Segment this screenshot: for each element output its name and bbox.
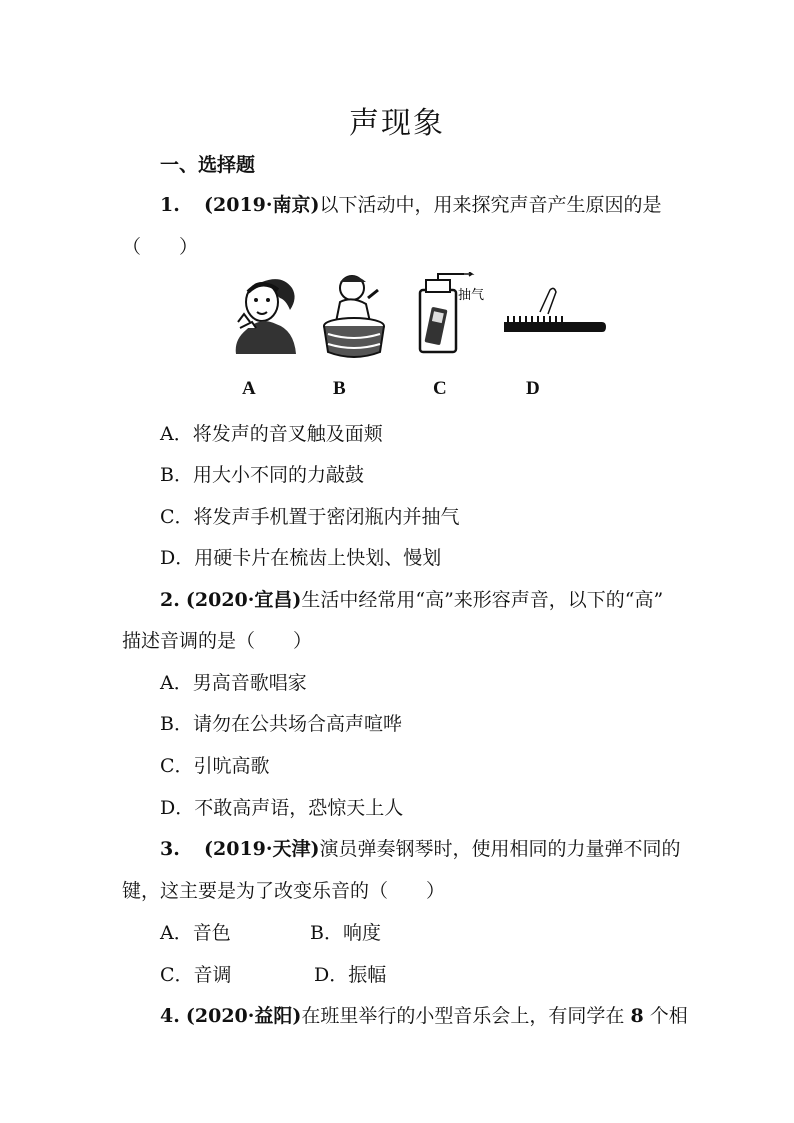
question-number: 2.: [160, 589, 180, 611]
q3-option-a: A．音色: [160, 922, 231, 944]
q2-option-a: A．男高音歌唱家: [160, 672, 307, 694]
q1-option-b: B．用大小不同的力敲鼓: [160, 464, 364, 486]
figure-label-a: A: [242, 378, 256, 399]
question-number: 4.: [160, 1005, 180, 1027]
q3-option-b: B．响度: [310, 922, 381, 944]
figure-b-drum-image: [320, 272, 390, 362]
section-heading: 一、选择题: [160, 154, 256, 176]
figure-c-phone-jar-image: [412, 272, 492, 357]
question-2-stem-continued: 描述音调的是（ ）: [122, 630, 313, 652]
question-text: 演员弹奏钢琴时，使用相同的力量弹不同的: [319, 838, 681, 860]
q1-option-c: C．将发声手机置于密闭瓶内并抽气: [160, 506, 460, 528]
question-1-stem: [160, 190, 662, 217]
q1-option-a: A．将发声的音叉触及面颊: [160, 423, 383, 445]
figure-d-comb-image: [500, 272, 610, 352]
question-source: (2020·益阳): [185, 1005, 302, 1027]
question-3-stem: [160, 834, 681, 861]
question-1-figures: [222, 272, 612, 362]
question-4-stem: [160, 1001, 688, 1028]
question-number-value: 8: [630, 1005, 644, 1027]
question-source: (2019·南京): [204, 194, 320, 216]
question-3-stem-continued: 键，这主要是为了改变乐音的（ ）: [122, 880, 446, 902]
question-text: 以下活动中，用来探究声音产生原因的是: [319, 194, 662, 216]
question-text: 生活中经常用“高”来形容声音，以下的“高”: [301, 589, 664, 611]
q2-option-b: B．请勿在公共场合高声喧哗: [160, 713, 402, 735]
figure-c-label-text: 抽气: [458, 288, 485, 303]
q1-option-d: D．用硬卡片在梳齿上快划、慢划: [160, 547, 442, 569]
q3-option-d: D．振幅: [314, 964, 387, 986]
question-source: (2019·天津): [204, 838, 320, 860]
question-number: 1.: [160, 194, 180, 216]
figure-label-c: C: [433, 378, 447, 399]
q2-option-d: D．不敢高声语，恐惊天上人: [160, 797, 404, 819]
question-1-bracket: （ ）: [122, 236, 199, 258]
figure-a-tuning-fork-image: [222, 272, 302, 354]
figure-label-d: D: [526, 378, 540, 399]
q2-option-c: C．引吭高歌: [160, 755, 270, 777]
question-number: 3.: [160, 838, 180, 860]
q3-option-c: C．音调: [160, 964, 232, 986]
page-title: 声现象: [349, 106, 445, 141]
figure-label-b: B: [333, 378, 346, 399]
question-text: 在班里举行的小型音乐会上，有同学在: [301, 1005, 625, 1027]
question-text-tail: 个相: [649, 1005, 688, 1027]
question-2-stem: [160, 585, 663, 612]
question-source: (2020·宜昌): [185, 589, 302, 611]
